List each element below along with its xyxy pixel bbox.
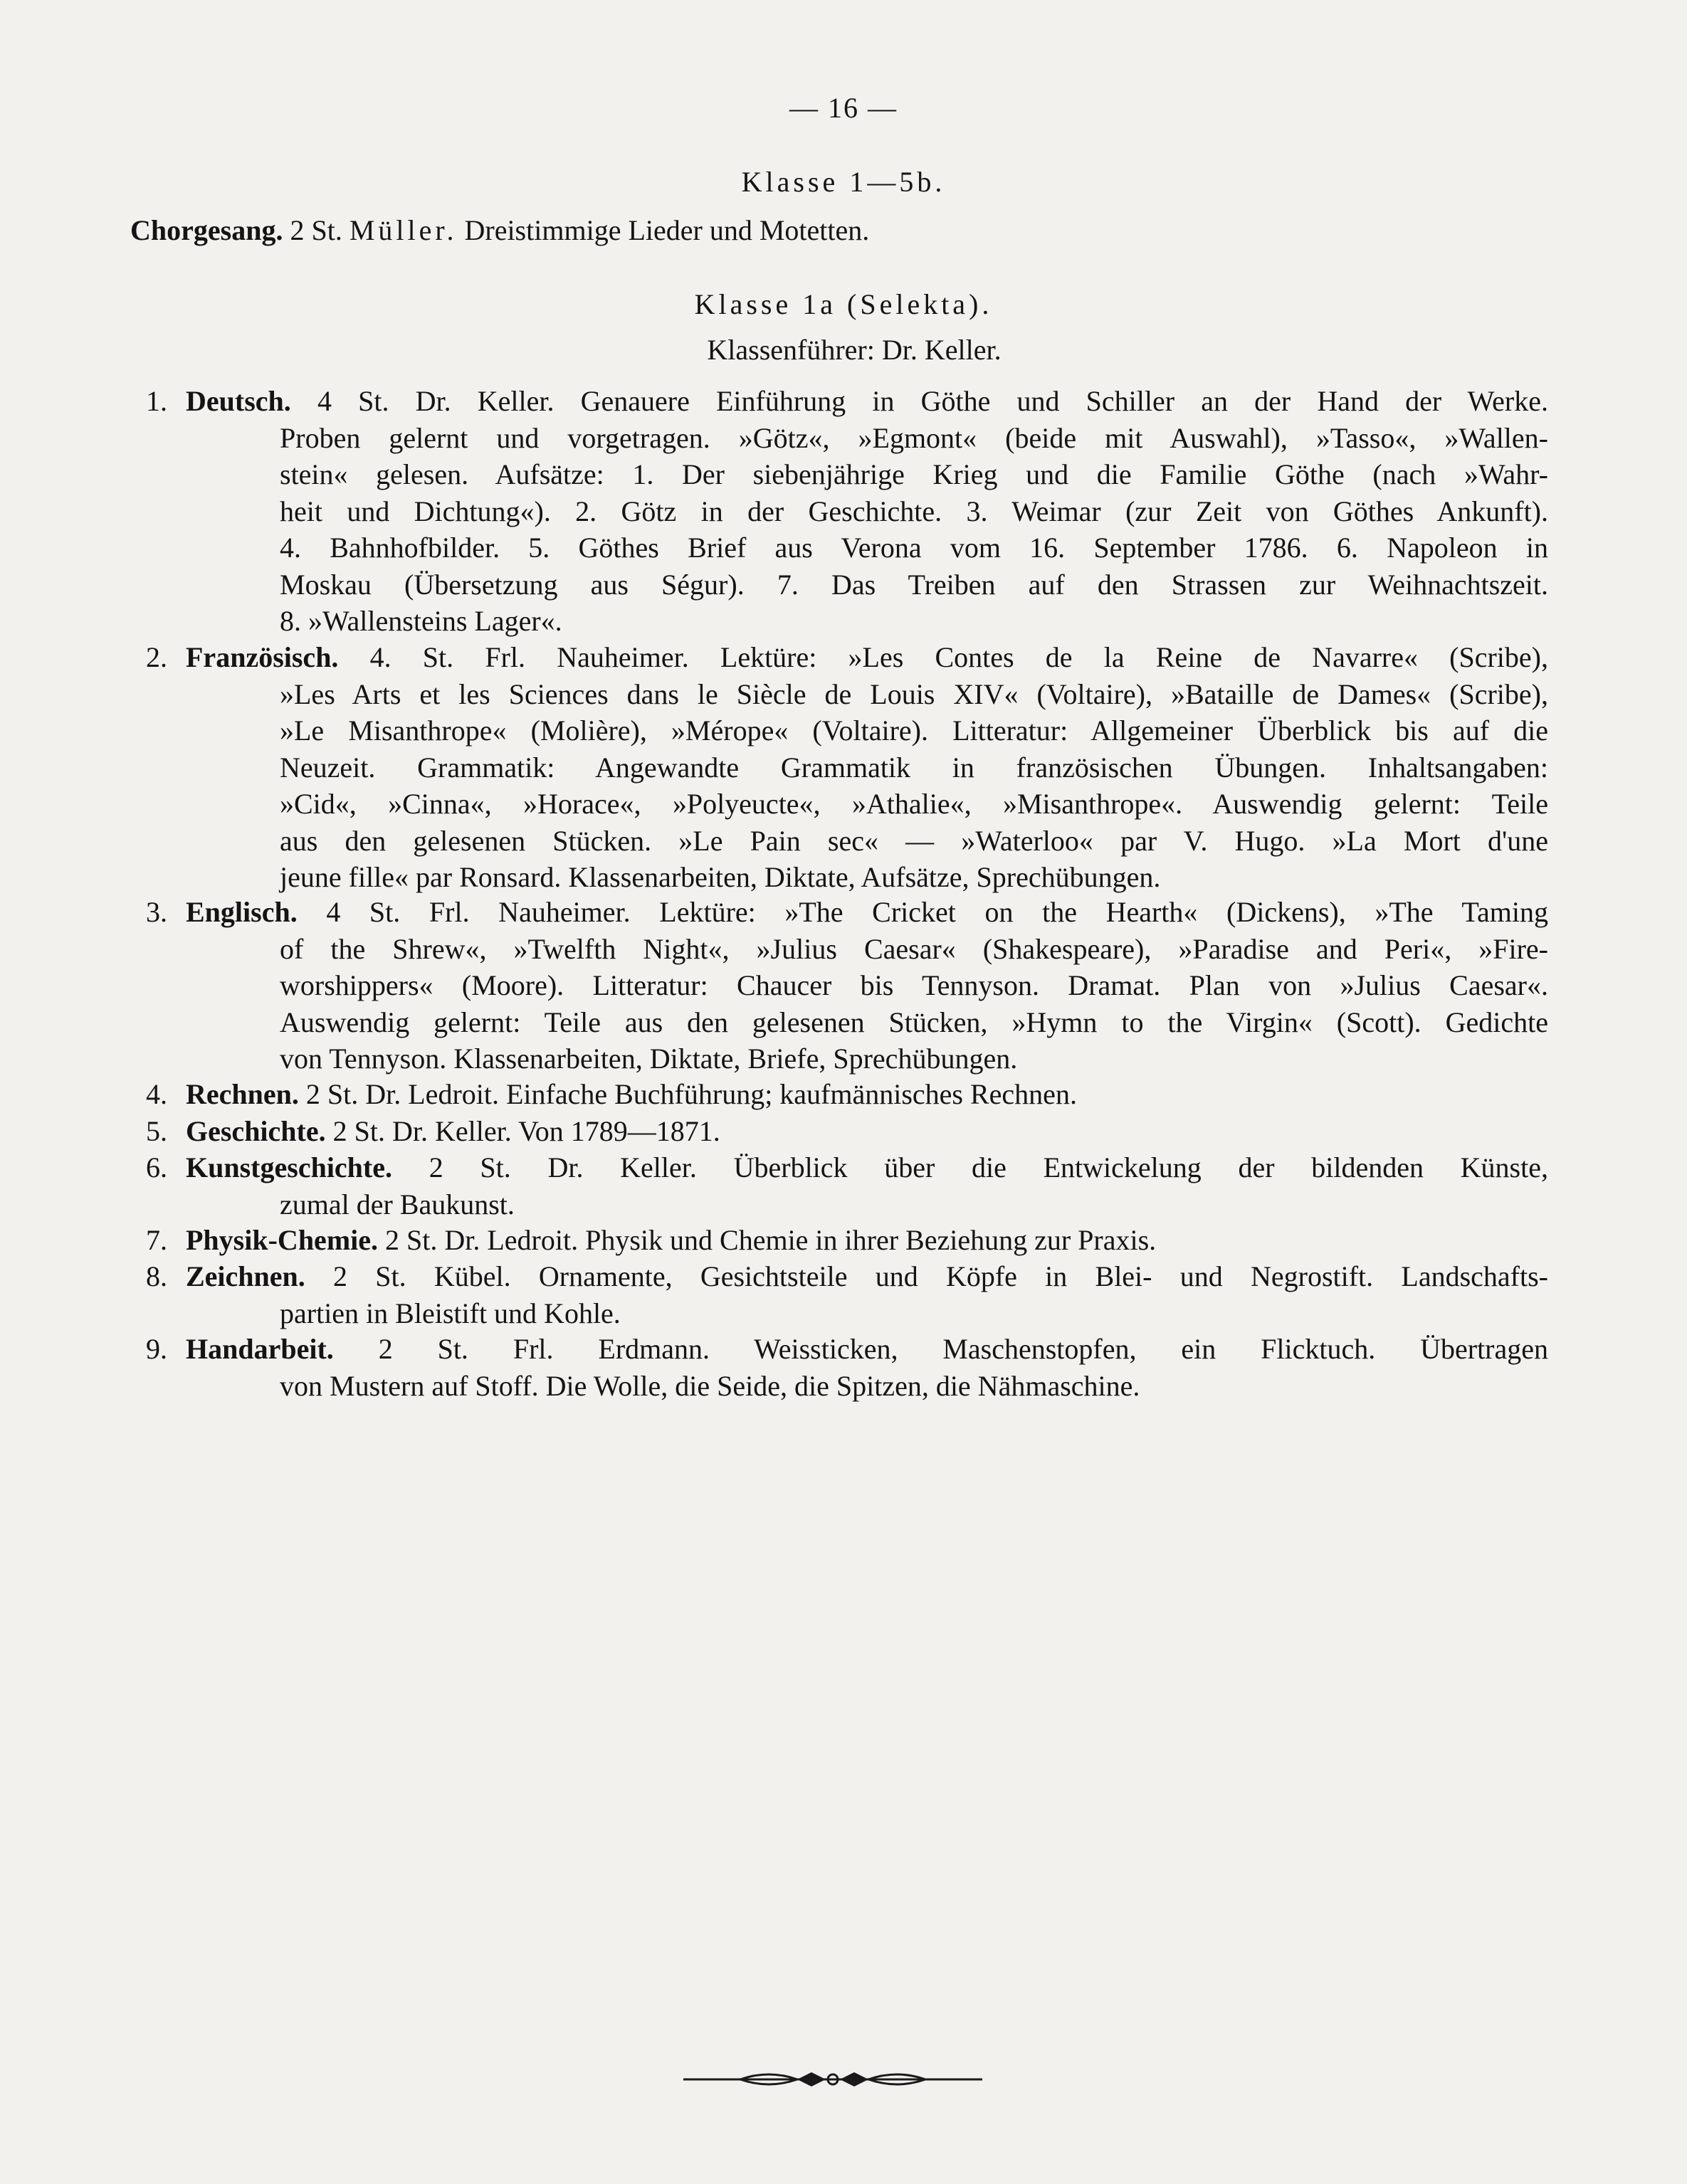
entry-subject: Zeichnen. — [186, 1260, 305, 1292]
entry-first-line — [146, 383, 1548, 420]
entry-subject: Rechnen. — [186, 1078, 299, 1110]
subject-entry-franzoesisch — [146, 639, 1548, 896]
entry-number: 2. — [146, 641, 167, 673]
entry-line: worshippers« (Moore). Litteratur: Chaucer bis Tennyson. Dramat. Plan von »Julius Caesar«. — [280, 969, 1548, 1001]
page-number: — 16 — — [789, 92, 898, 124]
entry-text: 2 St. Dr. Keller. Von 1789—1871. — [332, 1115, 720, 1147]
entry-number: 7. — [146, 1224, 167, 1256]
entry-line: aus den gelesenen Stücken. »Le Pain sec« — »Waterloo« par V. Hugo. »La Mort d'une — [280, 824, 1548, 857]
entry-line: zumal der Baukunst. — [280, 1188, 515, 1220]
entry-subject: Physik-Chemie. — [186, 1224, 378, 1256]
entry-line: 8. »Wallensteins Lager«. — [280, 605, 562, 637]
entry-line: Auswendig gelernt: Teile aus den gelesenen Stücken, »Hymn to the Virgin« (Scott). Gedichte — [280, 1006, 1548, 1038]
entry-line: partien in Bleistift und Kohle. — [280, 1297, 621, 1329]
entry-line: jeune fille« par Ronsard. Klassenarbeiten, Diktate, Aufsätze, Sprechübungen. — [280, 861, 1161, 893]
subject-entry-geschichte — [146, 1113, 1548, 1150]
entry-subject: Kunstgeschichte. — [186, 1151, 392, 1183]
entry-line: stein« gelesen. Aufsätze: 1. Der siebenjährige Krieg und die Familie Göthe (nach »Wahr- — [280, 458, 1548, 490]
entry-number: 4. — [146, 1078, 167, 1110]
entry-text: 2 St. Dr. Keller. Überblick über die Entwickelung der bildenden Künste, — [429, 1151, 1548, 1183]
entry-subject: Handarbeit. — [186, 1333, 334, 1365]
entry-line: heit und Dichtung«). 2. Götz in der Geschichte. 3. Weimar (zur Zeit von Göthes Ankunft). — [280, 495, 1548, 527]
entry-first-line — [146, 1258, 1548, 1295]
chorgesang-teacher: Müller. — [349, 214, 458, 246]
entry-text: 2 St. Dr. Ledroit. Physik und Chemie in ihrer Beziehung zur Praxis. — [385, 1224, 1157, 1256]
subject-entry-handarbeit — [146, 1331, 1548, 1404]
entry-text: 4. St. Frl. Nauheimer. Lektüre: »Les Contes de la Reine de Navarre« (Scribe), — [369, 641, 1548, 673]
subject-entry-physik-chemie — [146, 1222, 1548, 1259]
entry-first-line — [146, 1149, 1548, 1186]
chorgesang-line — [130, 213, 869, 247]
entry-number: 8. — [146, 1260, 167, 1292]
entry-text: 2 St. Frl. Erdmann. Weissticken, Maschenstopfen, ein Flicktuch. Übertragen — [378, 1333, 1549, 1365]
entry-subject: Englisch. — [186, 896, 298, 928]
entry-line: von Tennyson. Klassenarbeiten, Diktate, Briefe, Sprechübungen. — [280, 1043, 1018, 1075]
entry-subject: Deutsch. — [186, 385, 291, 417]
chorgesang-text: Dreistimmige Lieder und Motetten. — [464, 214, 870, 246]
entry-text: 2 St. Dr. Ledroit. Einfache Buchführung; kaufmännisches Rechnen. — [305, 1078, 1077, 1110]
heading-klasse-1-5b: Klasse 1—5b. — [741, 166, 946, 198]
heading-klasse-1a: Klasse 1a (Selekta). — [694, 288, 993, 320]
entry-subject: Französisch. — [186, 641, 339, 673]
entry-number: 3. — [146, 896, 167, 928]
entry-line: »Les Arts et les Sciences dans le Siècle de Louis XIV« (Voltaire), »Bataille de Dames« (Scribe), — [280, 677, 1548, 710]
subject-entry-deutsch — [146, 383, 1548, 640]
entry-line: Proben gelernt und vorgetragen. »Götz«, »Egmont« (beide mit Auswahl), »Tasso«, »Wallen- — [280, 421, 1548, 454]
entry-subject: Geschichte. — [186, 1115, 326, 1147]
entry-first-line — [146, 1113, 1548, 1150]
heading-klassenfuehrer: Klassenführer: Dr. Keller. — [707, 334, 1002, 366]
entry-line: 4. Bahnhofbilder. 5. Göthes Brief aus Verona vom 16. September 1786. 6. Napoleon in — [280, 532, 1548, 564]
entry-line: »Cid«, »Cinna«, »Horace«, »Polyeucte«, »Athalie«, »Misanthrope«. Auswendig gelernt: Teile — [280, 788, 1548, 820]
subject-entry-rechnen — [146, 1076, 1548, 1113]
entry-line: von Mustern auf Stoff. Die Wolle, die Seide, die Spitzen, die Nähmaschine. — [280, 1369, 1140, 1402]
ornament-divider — [683, 2065, 982, 2094]
entry-first-line — [146, 1076, 1548, 1113]
chorgesang-hours: 2 St. — [290, 214, 342, 246]
entry-line: of the Shrew«, »Twelfth Night«, »Julius Caesar« (Shakespeare), »Paradise and Peri«, »Fire- — [280, 932, 1548, 965]
entry-number: 1. — [146, 385, 167, 417]
subject-entry-zeichnen — [146, 1258, 1548, 1331]
entry-number: 9. — [146, 1333, 167, 1365]
entry-text: 2 St. Kübel. Ornamente, Gesichtsteile und Köpfe in Blei- und Negrostift. Landschafts- — [333, 1260, 1549, 1292]
entry-first-line — [146, 894, 1548, 931]
entry-first-line — [146, 1222, 1548, 1259]
subject-entry-kunstgeschichte — [146, 1149, 1548, 1223]
entry-number: 6. — [146, 1151, 167, 1183]
entry-line: »Le Misanthrope« (Molière), »Mérope« (Voltaire). Litteratur: Allgemeiner Überblick bis auf die — [280, 714, 1548, 747]
entry-first-line — [146, 639, 1548, 676]
entry-line: Moskau (Übersetzung aus Ségur). 7. Das Treiben auf den Strassen zur Weihnachtszeit. — [280, 568, 1548, 601]
entry-line: Neuzeit. Grammatik: Angewandte Grammatik in französischen Übungen. Inhaltsangaben: — [280, 751, 1548, 784]
entry-number: 5. — [146, 1115, 167, 1147]
entry-text: 4 St. Frl. Nauheimer. Lektüre: »The Cricket on the Hearth« (Dickens), »The Taming — [326, 896, 1549, 928]
entry-first-line — [146, 1331, 1548, 1368]
chorgesang-subject: Chorgesang. — [130, 214, 283, 246]
subject-entry-englisch — [146, 894, 1548, 1077]
entry-text: 4 St. Dr. Keller. Genauere Einführung in Göthe und Schiller an der Hand der Werke. — [317, 385, 1549, 417]
